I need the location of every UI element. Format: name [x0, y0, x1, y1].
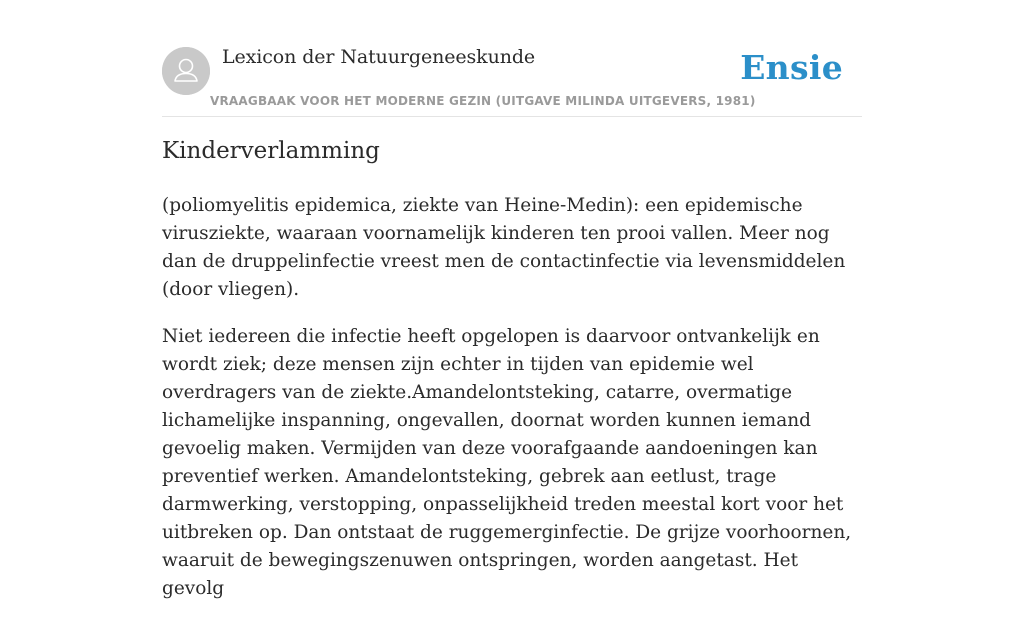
entry-content: [162, 192, 864, 622]
source-title[interactable]: Lexicon der Natuurgeneeskunde: [222, 46, 536, 68]
entry-title: Kinderverlamming: [162, 138, 380, 164]
source-header: [162, 46, 862, 117]
ensie-logo[interactable]: Ensie: [740, 48, 843, 87]
entry-paragraph: (poliomyelitis epidemica, ziekte van Heine-Medin): een epidemische virusziekte, waaraan voornamelijk kinderen ten prooi vallen. Meer nog dan de druppelinfectie vreest men de contactinfectie via levensmiddelen (door vliegen).: [162, 195, 846, 300]
user-icon[interactable]: [162, 47, 210, 95]
entry-paragraph: Niet iedereen die infectie heeft opgelopen is daarvoor ontvankelijk en wordt ziek; deze mensen zijn echter in tijden van epidemie wel overdragers van de ziekte.Amandelontsteking, catarre, overmatige lichamelijke inspanning, ongevallen, doornat worden kunnen iemand gevoelig maken. Vermijden van deze voorafgaande aandoeningen kan preventief werken. Amandelontsteking, gebrek aan eetlust, trage darmwerking, verstopping, onpasselijkheid treden meestal kort voor het uitbreken op. Dan ontstaat de ruggemerginfectie. De grijze voorhoornen, waaruit de bewegingszenuwen ontspringen, worden aangetast. Het gevolg: [162, 326, 852, 599]
source-subtitle: VRAAGBAAK VOOR HET MODERNE GEZIN (UITGAVE MILINDA UITGEVERS, 1981): [210, 94, 756, 108]
